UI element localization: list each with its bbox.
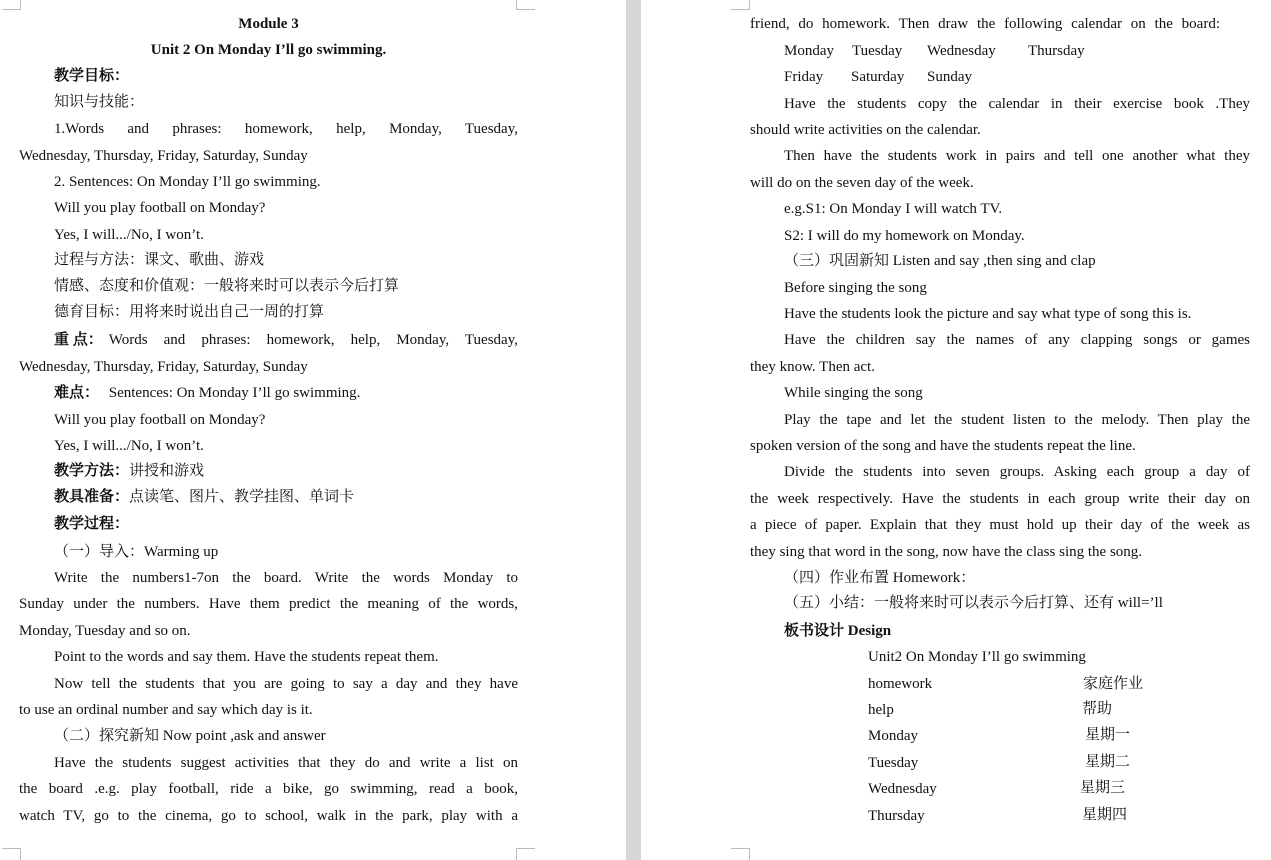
calendar-day: Monday xyxy=(784,43,834,59)
paragraph-line: Divide the students into seven groups. Asking each group a day of xyxy=(784,464,1250,480)
vocab-word: Wednesday xyxy=(868,781,937,797)
vocab-word: homework xyxy=(868,676,933,692)
paragraph-line: Then have the students work in pairs and tell one another what they xyxy=(784,148,1250,164)
moral-line: 德育目标：用将来时说出自己一周的打算 xyxy=(54,304,325,320)
paragraph-line: Now tell the students that you are going to say a day and they have xyxy=(54,676,518,692)
paragraph-line: Play the tape and let the student listen to the melody. Then play the xyxy=(784,412,1250,428)
method-text: 讲授和游戏 xyxy=(129,463,205,479)
vocab-word: Thursday xyxy=(868,808,925,824)
design-heading: 板书设计 Design xyxy=(784,623,892,639)
paragraph-line: Have the students look the picture and say what type of song this is. xyxy=(784,306,1192,322)
key-text: Words and phrases: homework, help, Monday, Tuesday, xyxy=(108,332,518,348)
paragraph-line: to use an ordinal number and say which day is it. xyxy=(19,702,313,718)
vocab-translation: 星期四 xyxy=(1082,807,1128,823)
difficulty-line xyxy=(54,384,360,402)
method-label: 教学方法： xyxy=(54,463,130,479)
key-points-cont: Wednesday, Thursday, Friday, Saturday, Sunday xyxy=(19,359,308,375)
calendar-day: Friday xyxy=(784,69,824,85)
goals-heading: 教学目标： xyxy=(54,68,130,84)
paragraph-line: Write the numbers1-7on the board. Write the words Monday to xyxy=(54,570,518,586)
right-page xyxy=(641,0,1271,860)
calendar-day: Saturday xyxy=(851,69,905,85)
step5-heading: （五）小结：一般将来时可以表示今后打算、还有 will=’ll xyxy=(784,595,1163,611)
calendar-day: Thursday xyxy=(1028,43,1085,59)
vocab-translation: 星期三 xyxy=(1080,780,1126,796)
step3-heading: （三）巩固新知 Listen and say ,then sing and clap xyxy=(784,253,1096,269)
words-line-cont: Wednesday, Thursday, Friday, Saturday, Sunday xyxy=(19,148,308,164)
difficulty-answer: Yes, I will.../No, I won’t. xyxy=(54,438,204,454)
calendar-day: Wednesday xyxy=(927,43,996,59)
sentences-line: 2. Sentences: On Monday I’ll go swimming. xyxy=(54,174,321,190)
paragraph-line: watch TV, go to the cinema, go to school, walk in the park, play with a xyxy=(19,808,518,824)
key-label: 重 点： xyxy=(54,332,103,348)
page-corner-mark xyxy=(731,848,750,860)
paragraph-line: friend, do homework. Then draw the following calendar on the board: xyxy=(750,16,1220,32)
page-corner-mark xyxy=(731,0,750,10)
key-points-line xyxy=(54,331,518,349)
vocab-word: Tuesday xyxy=(868,755,919,771)
vocab-translation: 星期一 xyxy=(1085,727,1131,743)
emotion-line: 情感、态度和价值观：一般将来时可以表示今后打算 xyxy=(54,278,400,294)
question-line: Will you play football on Monday? xyxy=(54,200,266,216)
page-corner-mark xyxy=(2,0,21,10)
paragraph-line: should write activities on the calendar. xyxy=(750,122,981,138)
answer-line: Yes, I will.../No, I won’t. xyxy=(54,227,204,243)
difficulty-text: Sentences: On Monday I’ll go swimming. xyxy=(108,385,361,401)
example-line: e.g.S1: On Monday I will watch TV. xyxy=(784,201,1003,217)
design-title: Unit2 On Monday I’ll go swimming xyxy=(868,649,1086,665)
page-corner-mark xyxy=(516,848,535,860)
process-line: 过程与方法：课文、歌曲、游戏 xyxy=(54,252,265,268)
difficulty-label: 难点： xyxy=(54,385,100,401)
module-title: Module 3 xyxy=(238,16,299,32)
paragraph-line: Sunday under the numbers. Have them predict the meaning of the words, xyxy=(19,596,518,612)
paragraph-line: spoken version of the song and have the students repeat the line. xyxy=(750,438,1136,454)
method-line xyxy=(54,462,204,480)
paragraph-line: Have the children say the names of any clapping songs or games xyxy=(784,332,1250,348)
tools-line xyxy=(54,488,354,506)
paragraph-line: will do on the seven day of the week. xyxy=(750,175,974,191)
vocab-word: Monday xyxy=(868,728,918,744)
step4-heading: （四）作业布置 Homework： xyxy=(784,570,976,586)
paragraph-line: a piece of paper. Explain that they must hold up their day of the week as xyxy=(750,517,1250,533)
vocab-translation: 星期二 xyxy=(1085,754,1131,770)
step1-heading: （一）导入：Warming up xyxy=(54,544,219,560)
words-line: 1.Words and phrases: homework, help, Monday, Tuesday, xyxy=(54,121,518,137)
calendar-day: Sunday xyxy=(927,69,972,85)
paragraph-line: they know. Then act. xyxy=(750,359,875,375)
paragraph-line: Have the students suggest activities that they do and write a list on xyxy=(54,755,518,771)
subheading: While singing the song xyxy=(784,385,923,401)
paragraph-line: Monday, Tuesday and so on. xyxy=(19,623,191,639)
skills-label: 知识与技能： xyxy=(54,94,145,110)
page-corner-mark xyxy=(2,848,21,860)
page-corner-mark xyxy=(516,0,535,10)
paragraph-line: Point to the words and say them. Have the students repeat them. xyxy=(54,649,439,665)
difficulty-question: Will you play football on Monday? xyxy=(54,412,266,428)
vocab-translation: 帮助 xyxy=(1082,701,1113,717)
paragraph-line: the board .e.g. play football, ride a bike, go swimming, read a book, xyxy=(19,781,518,797)
subheading: Before singing the song xyxy=(784,280,927,296)
calendar-day: Tuesday xyxy=(852,43,903,59)
step2-heading: （二）探究新知 Now point ,ask and answer xyxy=(54,728,326,744)
vocab-translation: 家庭作业 xyxy=(1083,676,1144,692)
tools-text: 点读笔、图片、教学挂图、单词卡 xyxy=(129,489,355,505)
paragraph-line: the week respectively. Have the students in each group write their day on xyxy=(750,491,1250,507)
paragraph-line: they sing that word in the song, now have the class sing the song. xyxy=(750,544,1143,560)
procedure-heading: 教学过程： xyxy=(54,516,130,532)
paragraph-line: Have the students copy the calendar in their exercise book .They xyxy=(784,96,1250,112)
unit-title: Unit 2 On Monday I’ll go swimming. xyxy=(150,42,387,58)
example-line: S2: I will do my homework on Monday. xyxy=(784,228,1025,244)
vocab-word: help xyxy=(868,702,894,718)
tools-label: 教具准备： xyxy=(54,489,130,505)
left-page xyxy=(0,0,626,860)
